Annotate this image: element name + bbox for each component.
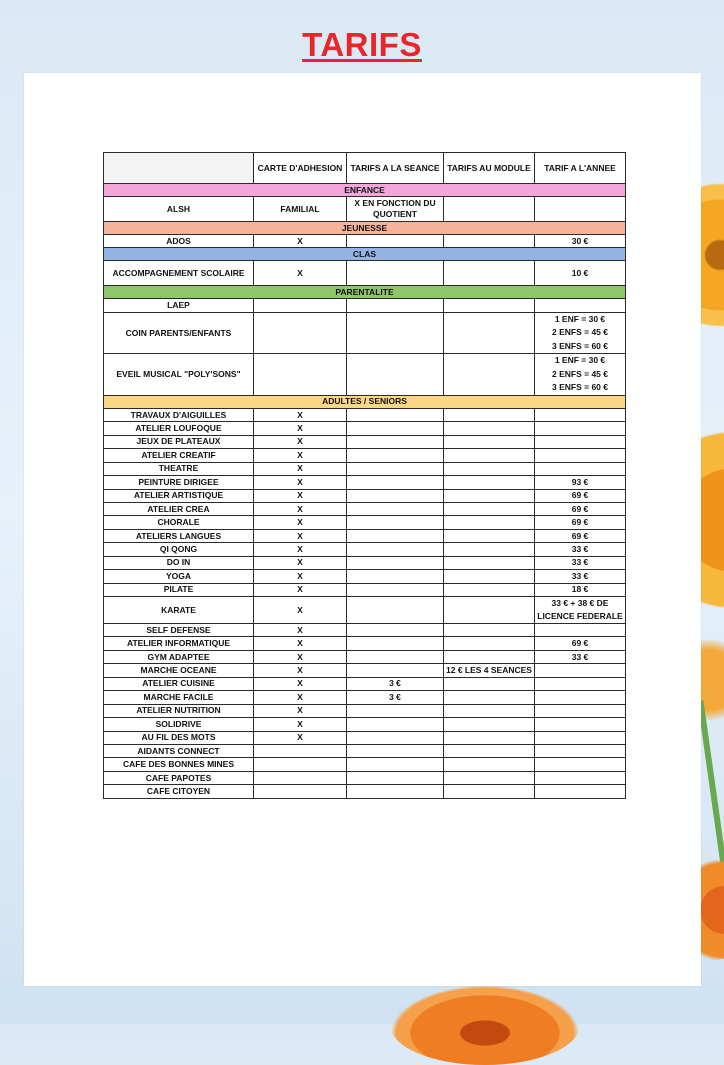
table-row: [104, 516, 626, 529]
activity-name: MARCHE OCEANE: [104, 664, 254, 677]
table-row: [104, 556, 626, 569]
table-header-row: [104, 153, 626, 184]
table-row: [104, 435, 626, 448]
carte-cell: X: [254, 731, 347, 744]
annee-cell: [535, 704, 626, 717]
seance-cell: [347, 771, 444, 784]
carte-cell: X: [254, 677, 347, 690]
annee-cell: [535, 197, 626, 222]
activity-name: CHORALE: [104, 516, 254, 529]
activity-name: CAFE PAPOTES: [104, 771, 254, 784]
section-label: ADULTES / SENIORS: [104, 395, 626, 408]
annee-cell: 69 €: [535, 489, 626, 502]
module-cell: [444, 744, 535, 757]
seance-cell: [347, 299, 444, 312]
page-title: TARIFS: [302, 26, 422, 63]
table-row: [104, 422, 626, 435]
activity-name: ATELIER CREA: [104, 502, 254, 515]
annee-cell: [535, 744, 626, 757]
seance-cell: [347, 502, 444, 515]
table-row: [104, 677, 626, 690]
seance-cell: [347, 570, 444, 583]
carte-cell: X: [254, 637, 347, 650]
annee-line: 3 ENFS = 60 €: [552, 340, 608, 351]
module-cell: [444, 408, 535, 421]
table-row: [104, 235, 626, 248]
seance-cell: [347, 408, 444, 421]
activity-name: ADOS: [104, 235, 254, 248]
activity-name: CAFE CITOYEN: [104, 785, 254, 798]
seance-cell: [347, 422, 444, 435]
carte-cell: X: [254, 583, 347, 596]
activity-name: JEUX DE PLATEAUX: [104, 435, 254, 448]
table-row: [104, 449, 626, 462]
activity-name: QI QONG: [104, 543, 254, 556]
section-label: JEUNESSE: [104, 222, 626, 235]
annee-cell: [535, 597, 626, 624]
carte-cell: X: [254, 261, 347, 286]
carte-cell: X: [254, 570, 347, 583]
activity-name: THEATRE: [104, 462, 254, 475]
activity-name: LAEP: [104, 299, 254, 312]
module-cell: [444, 516, 535, 529]
table-row: [104, 771, 626, 784]
annee-cell: [535, 664, 626, 677]
carte-cell: X: [254, 691, 347, 704]
activity-name: AU FIL DES MOTS: [104, 731, 254, 744]
section-header-row: [104, 395, 626, 408]
seance-cell: [347, 624, 444, 637]
column-header: CARTE D'ADHESION: [254, 153, 347, 184]
activity-name: AIDANTS CONNECT: [104, 744, 254, 757]
activity-name: ALSH: [104, 197, 254, 222]
annee-line: 2 ENFS = 45 €: [552, 368, 608, 379]
seance-cell: 3 €: [347, 691, 444, 704]
seance-cell: [347, 516, 444, 529]
table-row: [104, 744, 626, 757]
activity-name: TRAVAUX D'AIGUILLES: [104, 408, 254, 421]
annee-cell: 69 €: [535, 637, 626, 650]
activity-name: EVEIL MUSICAL "POLY'SONS": [104, 354, 254, 396]
activity-name: ATELIER CUISINE: [104, 677, 254, 690]
table-row: [104, 664, 626, 677]
carte-cell: X: [254, 529, 347, 542]
table-row: [104, 489, 626, 502]
table-row: [104, 408, 626, 421]
carte-cell: [254, 299, 347, 312]
carte-cell: FAMILIAL: [254, 197, 347, 222]
annee-cell: [535, 785, 626, 798]
annee-cell: 18 €: [535, 583, 626, 596]
carte-cell: X: [254, 449, 347, 462]
annee-cell: [535, 299, 626, 312]
section-header-row: [104, 286, 626, 299]
module-cell: [444, 449, 535, 462]
seance-cell: [347, 449, 444, 462]
carte-cell: [254, 771, 347, 784]
table-row: [104, 718, 626, 731]
activity-name: PEINTURE DIRIGEE: [104, 476, 254, 489]
table-row: [104, 312, 626, 354]
annee-cell: [535, 408, 626, 421]
table-row: [104, 197, 626, 222]
activity-name: ATELIER LOUFOQUE: [104, 422, 254, 435]
carte-cell: X: [254, 435, 347, 448]
annee-cell: [535, 771, 626, 784]
carte-cell: X: [254, 235, 347, 248]
table-row: [104, 758, 626, 771]
carte-cell: [254, 312, 347, 354]
annee-cell: 33 €: [535, 570, 626, 583]
seance-cell: [347, 312, 444, 354]
annee-line: 2 ENFS = 45 €: [552, 327, 608, 338]
seance-cell: [347, 235, 444, 248]
activity-name: ACCOMPAGNEMENT SCOLAIRE: [104, 261, 254, 286]
seance-cell: [347, 354, 444, 396]
module-cell: [444, 435, 535, 448]
table-row: [104, 731, 626, 744]
table-row: [104, 691, 626, 704]
seance-cell: 3 €: [347, 677, 444, 690]
activity-name: DO IN: [104, 556, 254, 569]
seance-cell: [347, 664, 444, 677]
carte-cell: X: [254, 422, 347, 435]
carte-cell: X: [254, 462, 347, 475]
activity-name: YOGA: [104, 570, 254, 583]
module-cell: [444, 758, 535, 771]
annee-cell: 10 €: [535, 261, 626, 286]
module-cell: [444, 261, 535, 286]
column-header: TARIF A L'ANNEE: [535, 153, 626, 184]
seance-cell: [347, 785, 444, 798]
carte-cell: X: [254, 597, 347, 624]
table-row: [104, 261, 626, 286]
seance-cell: [347, 704, 444, 717]
carte-cell: X: [254, 718, 347, 731]
module-cell: [444, 785, 535, 798]
annee-cell: [535, 354, 626, 396]
annee-cell: [535, 731, 626, 744]
carte-cell: X: [254, 624, 347, 637]
annee-cell: [535, 449, 626, 462]
carte-cell: X: [254, 650, 347, 663]
annee-line: 1 ENF = 30 €: [554, 355, 606, 366]
seance-cell: [347, 261, 444, 286]
annee-cell: [535, 691, 626, 704]
seance-cell: [347, 758, 444, 771]
activity-name: ATELIERS LANGUES: [104, 529, 254, 542]
carte-cell: X: [254, 704, 347, 717]
annee-cell: 69 €: [535, 516, 626, 529]
tarifs-table: [103, 152, 626, 799]
carte-cell: X: [254, 502, 347, 515]
column-header: TARIFS A LA SEANCE: [347, 153, 444, 184]
module-cell: [444, 529, 535, 542]
activity-name: ATELIER NUTRITION: [104, 704, 254, 717]
carte-cell: X: [254, 516, 347, 529]
table-row: [104, 529, 626, 542]
section-label: ENFANCE: [104, 184, 626, 197]
module-cell: [444, 637, 535, 650]
module-cell: [444, 771, 535, 784]
carte-cell: [254, 744, 347, 757]
annee-cell: 33 €: [535, 556, 626, 569]
seance-cell: [347, 476, 444, 489]
module-cell: [444, 718, 535, 731]
carte-cell: X: [254, 543, 347, 556]
activity-name: COIN PARENTS/ENFANTS: [104, 312, 254, 354]
activity-name: ATELIER CREATIF: [104, 449, 254, 462]
seance-cell: [347, 462, 444, 475]
activity-name: SELF DEFENSE: [104, 624, 254, 637]
annee-line: 33 € + 38 € DE: [551, 598, 609, 608]
module-cell: [444, 299, 535, 312]
seance-cell: [347, 529, 444, 542]
column-header: TARIFS AU MODULE: [444, 153, 535, 184]
module-cell: [444, 197, 535, 222]
table-row: [104, 476, 626, 489]
seance-cell: [347, 650, 444, 663]
section-header-row: [104, 184, 626, 197]
module-cell: [444, 312, 535, 354]
seance-cell: [347, 435, 444, 448]
column-header: [104, 153, 254, 184]
module-cell: [444, 704, 535, 717]
seance-cell: [347, 489, 444, 502]
seance-cell: [347, 718, 444, 731]
seance-cell: [347, 744, 444, 757]
annee-cell: 69 €: [535, 529, 626, 542]
annee-cell: 33 €: [535, 543, 626, 556]
annee-line: 1 ENF = 30 €: [554, 313, 606, 324]
annee-cell: 33 €: [535, 650, 626, 663]
carte-cell: X: [254, 556, 347, 569]
annee-cell: [535, 422, 626, 435]
module-cell: [444, 502, 535, 515]
seance-cell: [347, 731, 444, 744]
carte-cell: X: [254, 408, 347, 421]
flower-decoration: [390, 985, 580, 1065]
module-cell: [444, 354, 535, 396]
annee-cell: [535, 758, 626, 771]
seance-cell: [347, 556, 444, 569]
annee-cell: [535, 677, 626, 690]
table-row: [104, 543, 626, 556]
module-cell: [444, 422, 535, 435]
module-cell: [444, 556, 535, 569]
module-cell: [444, 597, 535, 624]
activity-name: ATELIER INFORMATIQUE: [104, 637, 254, 650]
annee-cell: 93 €: [535, 476, 626, 489]
seance-cell: X EN FONCTION DU QUOTIENT: [347, 197, 444, 222]
module-cell: [444, 583, 535, 596]
module-cell: [444, 476, 535, 489]
module-cell: [444, 731, 535, 744]
carte-cell: X: [254, 664, 347, 677]
table-row: [104, 624, 626, 637]
carte-cell: X: [254, 476, 347, 489]
table-row: [104, 583, 626, 596]
table-row: [104, 597, 626, 624]
module-cell: [444, 691, 535, 704]
module-cell: [444, 489, 535, 502]
module-cell: [444, 570, 535, 583]
annee-cell: [535, 624, 626, 637]
carte-cell: [254, 354, 347, 396]
section-header-row: [104, 248, 626, 261]
table-row: [104, 299, 626, 312]
table-row: [104, 637, 626, 650]
seance-cell: [347, 543, 444, 556]
annee-cell: [535, 435, 626, 448]
table-row: [104, 785, 626, 798]
annee-line: LICENCE FEDERALE: [537, 611, 623, 621]
activity-name: SOLIDRIVE: [104, 718, 254, 731]
table-body: [104, 184, 626, 799]
activity-name: KARATE: [104, 597, 254, 624]
carte-cell: [254, 785, 347, 798]
table-row: [104, 354, 626, 396]
module-cell: [444, 624, 535, 637]
table-row: [104, 704, 626, 717]
activity-name: CAFE DES BONNES MINES: [104, 758, 254, 771]
annee-cell: [535, 462, 626, 475]
carte-cell: X: [254, 489, 347, 502]
table-row: [104, 502, 626, 515]
table-row: [104, 650, 626, 663]
carte-cell: [254, 758, 347, 771]
table-row: [104, 462, 626, 475]
annee-cell: [535, 718, 626, 731]
module-cell: [444, 543, 535, 556]
seance-cell: [347, 597, 444, 624]
annee-cell: [535, 312, 626, 354]
activity-name: PILATE: [104, 583, 254, 596]
activity-name: MARCHE FACILE: [104, 691, 254, 704]
seance-cell: [347, 583, 444, 596]
section-header-row: [104, 222, 626, 235]
table-row: [104, 570, 626, 583]
module-cell: [444, 677, 535, 690]
activity-name: ATELIER ARTISTIQUE: [104, 489, 254, 502]
module-cell: 12 € LES 4 SEANCES: [444, 664, 535, 677]
annee-cell: 30 €: [535, 235, 626, 248]
flower-stem-decoration: [698, 700, 724, 879]
section-label: PARENTALITE: [104, 286, 626, 299]
annee-cell: 69 €: [535, 502, 626, 515]
activity-name: GYM ADAPTEE: [104, 650, 254, 663]
module-cell: [444, 235, 535, 248]
annee-line: 3 ENFS = 60 €: [552, 382, 608, 393]
seance-cell: [347, 637, 444, 650]
section-label: CLAS: [104, 248, 626, 261]
module-cell: [444, 462, 535, 475]
module-cell: [444, 650, 535, 663]
